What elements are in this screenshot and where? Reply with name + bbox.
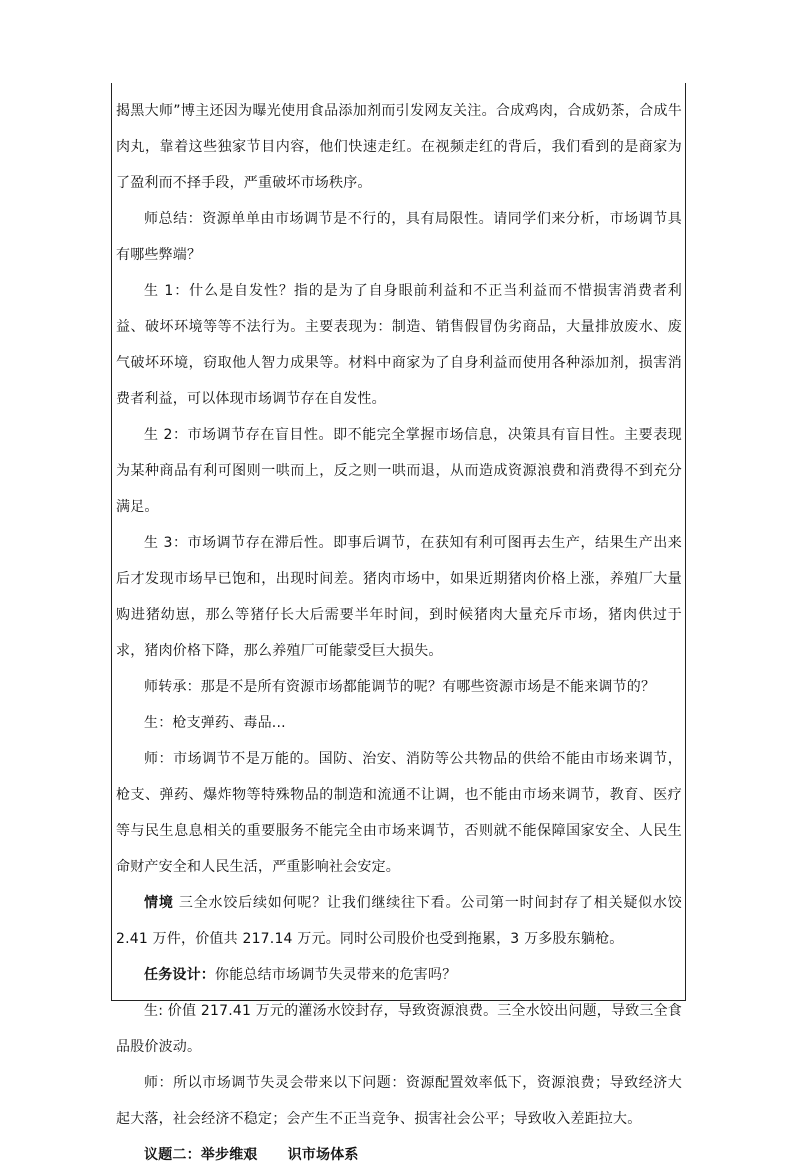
task-text: 你能总结市场调节失灵带来的危害吗？ — [215, 967, 457, 983]
paragraph-student-answer: 生：枪支弹药、毒品... — [144, 715, 286, 731]
topic-part2: 识市场体系 — [287, 1147, 359, 1163]
paragraph-answer: 生: 价值 217.41 万元的灌汤水饺封存，导致资源浪费。三全水饺出问题，导致三全食品股价波动。 — [116, 1003, 682, 1055]
topic-heading — [116, 1137, 682, 1173]
lesson-content — [116, 93, 682, 1173]
paragraph-task — [116, 957, 682, 993]
paragraph-teacher-summary: 师总结：资源单单由市场调节是不行的，具有局限性。请同学们来分析，市场调节具有哪些弊端？ — [116, 211, 682, 263]
topic-part1: 议题二：举步维艰 — [144, 1147, 258, 1163]
task-label: 任务设计： — [144, 967, 215, 983]
paragraph-student-2: 生 2：市场调节存在盲目性。即不能完全掌握市场信息，决策具有盲目性。主要表现为某种商品有利可图则一哄而上，反之则一哄而退，从而造成资源浪费和消费得不到充分满足。 — [116, 427, 682, 515]
paragraph-situation — [116, 885, 682, 957]
paragraph-teacher-explanation: 师：市场调节不是万能的。国防、治安、消防等公共物品的供给不能由市场来调节，枪支、弹药、爆炸物等特殊物品的制造和流通不让调，也不能由市场来调节，教育、医疗等与民生息息相关的重要服务不能完全由市场来调节，否则就不能保障国家安全、人民生命财产安全和人民生活，严重影响社会安定。 — [116, 751, 682, 875]
situation-label: 情境 — [144, 895, 174, 911]
paragraph-teacher-conclusion: 师：所以市场调节失灵会带来以下问题：资源配置效率低下，资源浪费；导致经济大起大落，社会经济不稳定；会产生不正当竞争、损害社会公平；导致收入差距拉大。 — [116, 1075, 682, 1127]
paragraph-intro: 揭黑大师”博主还因为曝光使用食品添加剂而引发网友关注。合成鸡肉，合成奶茶，合成牛肉丸，靠着这些独家节目内容，他们快速走红。在视频走红的背后，我们看到的是商家为了盈利而不择手段，严重破坏市场秩序。 — [116, 103, 682, 191]
paragraph-student-3: 生 3：市场调节存在滞后性。即事后调节，在获知有利可图再去生产，结果生产出来后才发现市场早已饱和，出现时间差。猪肉市场中，如果近期猪肉价格上涨，养殖厂大量购进猪幼崽，那么等猪仔长大后需要半年时间，到时候猪肉大量充斥市场，猪肉供过于求，猪肉价格下降，那么养殖厂可能蒙受巨大损失。 — [116, 535, 682, 659]
paragraph-student-1: 生 1：什么是自发性？指的是为了自身眼前利益和不正当利益而不惜损害消费者利益、破坏环境等等不法行为。主要表现为：制造、销售假冒伪劣商品，大量排放废水、废气破坏环境，窃取他人智力成果等。材料中商家为了自身利益而使用各种添加剂，损害消费者利益，可以体现市场调节存在自发性。 — [116, 283, 682, 407]
situation-text: 三全水饺后续如何呢？让我们继续往下看。公司第一时间封存了相关疑似水饺 2.41 万件，价值共 217.14 万元。同时公司股价也受到拖累，3 万多股东躺枪。 — [116, 895, 682, 947]
paragraph-teacher-transition: 师转承：那是不是所有资源市场都能调节的呢？有哪些资源市场是不能来调节的？ — [144, 679, 656, 695]
